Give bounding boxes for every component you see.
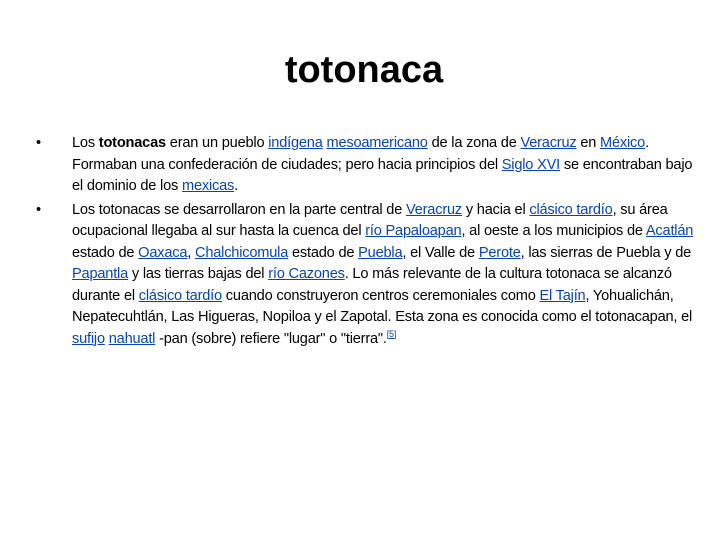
text-run: Los totonacas se desarrollaron en la parte central de <box>72 201 406 218</box>
wiki-link[interactable]: México <box>600 135 646 151</box>
wiki-link[interactable]: El Tajín <box>539 287 586 304</box>
wiki-link[interactable]: Acatlán <box>645 223 694 239</box>
text-run: . <box>234 178 238 194</box>
text-run: , el Valle de <box>402 244 479 261</box>
wiki-link[interactable]: Veracruz <box>520 135 577 151</box>
wiki-link[interactable]: río Papaloapan <box>365 223 462 239</box>
text-run: de la zona de <box>427 135 521 151</box>
wiki-link[interactable]: sufijo <box>72 330 105 347</box>
wiki-link[interactable]: indígena <box>268 135 323 151</box>
wiki-link[interactable]: Perote <box>478 244 521 261</box>
bullet-list <box>36 133 696 350</box>
wiki-link[interactable]: río Cazones <box>268 266 345 282</box>
text-run: , <box>187 244 195 261</box>
slide-title: totonaca <box>284 49 444 91</box>
text-run: , su área ocupacional llegaba al sur hasta la cuenca del <box>72 201 668 239</box>
text-run: . Lo más relevante de la cultura totonaca se alcanzó durante el <box>72 266 672 304</box>
wiki-link[interactable]: clásico tardío <box>138 287 222 304</box>
wiki-link[interactable]: Papantla <box>72 266 129 282</box>
wiki-link[interactable]: Siglo XVI <box>501 156 560 173</box>
text-run: , al oeste a los municipios de <box>461 223 646 239</box>
bold-term: totonacas <box>98 135 166 151</box>
reference-link[interactable]: [5] <box>386 328 397 339</box>
wiki-link[interactable]: mesoamericano <box>326 135 428 151</box>
bullet-item <box>36 200 696 351</box>
wiki-link[interactable]: mexicas <box>181 178 235 194</box>
text-run: y las tierras bajas del <box>128 266 269 282</box>
text-run: eran un pueblo <box>165 135 269 151</box>
wiki-link[interactable]: Puebla <box>358 244 403 261</box>
wiki-link[interactable]: Veracruz <box>406 201 462 218</box>
bullet-item <box>36 133 696 198</box>
text-run: en <box>576 135 601 151</box>
text-run: Los <box>72 135 99 151</box>
wiki-link[interactable]: nahuatl <box>108 330 156 347</box>
text-run: -pan (sobre) refiere "lugar" o "tierra". <box>155 330 387 347</box>
text-run: , las sierras de Puebla y de <box>520 244 692 261</box>
text-run: , Yohualichán, Nepatecuhtlán, Las Higueras, Nopiloa y el Zapotal. Esta zona es conocida como el totonacapan, el <box>72 287 693 325</box>
bullet-marker: • <box>36 135 41 151</box>
bullet-marker: • <box>36 201 41 218</box>
text-run: se encontraban bajo el dominio de los <box>72 156 693 194</box>
wiki-link[interactable]: Chalchicomula <box>195 244 289 261</box>
text-run: cuando construyeron centros ceremoniales como <box>221 287 540 304</box>
wiki-link[interactable]: Oaxaca <box>138 244 188 261</box>
text-run: estado de <box>72 244 139 261</box>
text-run: . Formaban una confederación de ciudades; pero hacia principios del <box>72 135 649 173</box>
wiki-link[interactable]: clásico tardío <box>529 201 613 218</box>
text-run: y hacia el <box>462 201 530 218</box>
text-run: estado de <box>288 244 359 261</box>
